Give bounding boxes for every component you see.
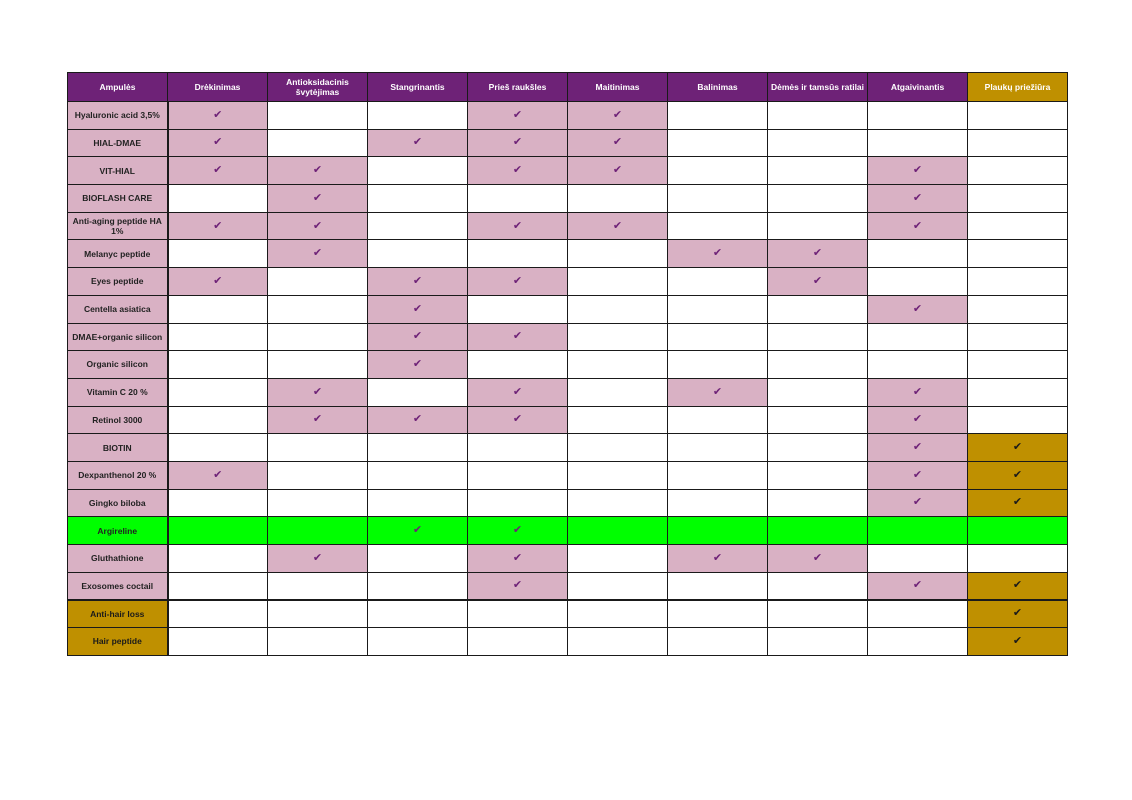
empty-cell <box>868 102 968 130</box>
header-firming: Stangrinantis <box>368 73 468 102</box>
empty-cell <box>268 323 368 351</box>
header-nourishing: Maitinimas <box>568 73 668 102</box>
empty-cell <box>168 628 268 656</box>
check-icon: ✔ <box>168 157 268 185</box>
empty-cell <box>668 489 768 517</box>
empty-cell <box>268 600 368 628</box>
empty-cell <box>768 323 868 351</box>
empty-cell <box>268 351 368 379</box>
empty-cell <box>468 489 568 517</box>
check-icon: ✔ <box>468 517 568 545</box>
table-row <box>68 240 1068 268</box>
check-icon: ✔ <box>568 212 668 240</box>
empty-cell <box>968 517 1068 545</box>
empty-cell <box>668 351 768 379</box>
ampoule-name: VIT-HIAL <box>68 157 168 185</box>
ampoule-name: Gingko biloba <box>68 489 168 517</box>
empty-cell <box>268 434 368 462</box>
ampoule-name: DMAE+organic silicon <box>68 323 168 351</box>
table-row <box>68 600 1068 628</box>
header-moisturizing: Drėkinimas <box>168 73 268 102</box>
empty-cell <box>768 461 868 489</box>
check-icon: ✔ <box>568 129 668 157</box>
check-icon: ✔ <box>468 268 568 296</box>
empty-cell <box>768 572 868 600</box>
empty-cell <box>568 378 668 406</box>
empty-cell <box>768 628 868 656</box>
empty-cell <box>968 157 1068 185</box>
ampoule-name: Hyaluronic acid 3,5% <box>68 102 168 130</box>
empty-cell <box>568 323 668 351</box>
empty-cell <box>668 323 768 351</box>
empty-cell <box>768 295 868 323</box>
ampoule-name: Anti-hair loss <box>68 600 168 628</box>
table-row <box>68 129 1068 157</box>
empty-cell <box>168 545 268 573</box>
empty-cell <box>868 129 968 157</box>
empty-cell <box>868 323 968 351</box>
header-whitening: Balinimas <box>668 73 768 102</box>
empty-cell <box>168 434 268 462</box>
check-icon: ✔ <box>168 461 268 489</box>
check-icon: ✔ <box>168 212 268 240</box>
check-icon: ✔ <box>868 434 968 462</box>
check-icon: ✔ <box>368 406 468 434</box>
check-icon: ✔ <box>468 323 568 351</box>
empty-cell <box>668 157 768 185</box>
empty-cell <box>468 240 568 268</box>
empty-cell <box>468 600 568 628</box>
ampoule-name: Vitamin C 20 % <box>68 378 168 406</box>
ampoule-name: Centella asiatica <box>68 295 168 323</box>
check-icon: ✔ <box>468 129 568 157</box>
empty-cell <box>568 295 668 323</box>
check-icon: ✔ <box>168 102 268 130</box>
check-icon: ✔ <box>268 212 368 240</box>
empty-cell <box>468 434 568 462</box>
ampoule-name: Hair peptide <box>68 628 168 656</box>
table-row <box>68 157 1068 185</box>
empty-cell <box>868 517 968 545</box>
check-icon: ✔ <box>268 185 368 213</box>
empty-cell <box>368 572 468 600</box>
empty-cell <box>168 572 268 600</box>
table-row <box>68 434 1068 462</box>
empty-cell <box>868 268 968 296</box>
empty-cell <box>968 129 1068 157</box>
table-row <box>68 212 1068 240</box>
table-row <box>68 406 1068 434</box>
empty-cell <box>468 351 568 379</box>
header-ampules: Ampulės <box>68 73 168 102</box>
check-icon: ✔ <box>868 461 968 489</box>
check-icon: ✔ <box>168 268 268 296</box>
empty-cell <box>268 628 368 656</box>
empty-cell <box>668 102 768 130</box>
empty-cell <box>168 406 268 434</box>
check-icon: ✔ <box>368 295 468 323</box>
empty-cell <box>368 378 468 406</box>
ampoule-name: Anti-aging peptide HA 1% <box>68 212 168 240</box>
check-icon: ✔ <box>868 157 968 185</box>
table-row <box>68 102 1068 130</box>
empty-cell <box>668 628 768 656</box>
empty-cell <box>768 378 868 406</box>
empty-cell <box>168 323 268 351</box>
table-row <box>68 517 1068 545</box>
empty-cell <box>468 628 568 656</box>
header-row <box>68 73 1068 102</box>
empty-cell <box>568 600 668 628</box>
empty-cell <box>568 268 668 296</box>
check-icon: ✔ <box>468 212 568 240</box>
empty-cell <box>568 461 668 489</box>
empty-cell <box>668 461 768 489</box>
empty-cell <box>368 545 468 573</box>
check-icon: ✔ <box>468 157 568 185</box>
empty-cell <box>568 489 668 517</box>
check-icon: ✔ <box>368 517 468 545</box>
check-icon: ✔ <box>368 323 468 351</box>
empty-cell <box>568 545 668 573</box>
ampoule-name: Exosomes coctail <box>68 572 168 600</box>
empty-cell <box>368 185 468 213</box>
empty-cell <box>568 517 668 545</box>
empty-cell <box>568 434 668 462</box>
empty-cell <box>168 378 268 406</box>
empty-cell <box>868 628 968 656</box>
ampoule-name: Retinol 3000 <box>68 406 168 434</box>
check-icon: ✔ <box>368 129 468 157</box>
check-icon: ✔ <box>268 545 368 573</box>
header-hair-care: Plaukų priežiūra <box>968 73 1068 102</box>
table-body <box>68 102 1068 656</box>
empty-cell <box>368 461 468 489</box>
ampoule-name: Argireline <box>68 517 168 545</box>
empty-cell <box>168 295 268 323</box>
check-icon: ✔ <box>868 295 968 323</box>
empty-cell <box>968 240 1068 268</box>
empty-cell <box>168 240 268 268</box>
empty-cell <box>568 351 668 379</box>
empty-cell <box>368 157 468 185</box>
empty-cell <box>768 434 868 462</box>
check-icon: ✔ <box>168 129 268 157</box>
check-icon: ✔ <box>868 406 968 434</box>
empty-cell <box>568 185 668 213</box>
empty-cell <box>768 489 868 517</box>
empty-cell <box>368 212 468 240</box>
empty-cell <box>768 102 868 130</box>
ampoule-name: Organic silicon <box>68 351 168 379</box>
header-spots-dark-circles: Dėmės ir tamsūs ratilai <box>768 73 868 102</box>
empty-cell <box>168 351 268 379</box>
empty-cell <box>668 212 768 240</box>
empty-cell <box>468 461 568 489</box>
check-icon: ✔ <box>768 240 868 268</box>
empty-cell <box>768 406 868 434</box>
ampoule-name: BIOTIN <box>68 434 168 462</box>
check-icon: ✔ <box>968 572 1068 600</box>
check-icon: ✔ <box>968 600 1068 628</box>
check-icon: ✔ <box>368 351 468 379</box>
empty-cell <box>268 102 368 130</box>
check-icon: ✔ <box>468 545 568 573</box>
empty-cell <box>668 268 768 296</box>
ampoule-name: Dexpanthenol 20 % <box>68 461 168 489</box>
header-anti-wrinkle: Prieš raukšles <box>468 73 568 102</box>
header-antioxidant-glow: Antioksidacinis švytėjimas <box>268 73 368 102</box>
check-icon: ✔ <box>868 212 968 240</box>
empty-cell <box>768 517 868 545</box>
empty-cell <box>268 572 368 600</box>
empty-cell <box>668 517 768 545</box>
empty-cell <box>568 240 668 268</box>
check-icon: ✔ <box>868 378 968 406</box>
empty-cell <box>368 240 468 268</box>
check-icon: ✔ <box>968 434 1068 462</box>
empty-cell <box>368 628 468 656</box>
check-icon: ✔ <box>268 406 368 434</box>
empty-cell <box>868 351 968 379</box>
empty-cell <box>868 600 968 628</box>
check-icon: ✔ <box>968 489 1068 517</box>
empty-cell <box>368 102 468 130</box>
empty-cell <box>268 268 368 296</box>
empty-cell <box>468 295 568 323</box>
empty-cell <box>668 600 768 628</box>
table-row <box>68 572 1068 600</box>
ampoule-name: HIAL-DMAE <box>68 129 168 157</box>
empty-cell <box>168 489 268 517</box>
empty-cell <box>968 212 1068 240</box>
ampoules-table <box>67 72 1068 656</box>
check-icon: ✔ <box>468 378 568 406</box>
empty-cell <box>768 157 868 185</box>
empty-cell <box>968 268 1068 296</box>
check-icon: ✔ <box>468 572 568 600</box>
check-icon: ✔ <box>868 572 968 600</box>
empty-cell <box>768 129 868 157</box>
check-icon: ✔ <box>268 240 368 268</box>
empty-cell <box>668 295 768 323</box>
check-icon: ✔ <box>268 378 368 406</box>
table-row <box>68 295 1068 323</box>
check-icon: ✔ <box>768 268 868 296</box>
check-icon: ✔ <box>468 406 568 434</box>
empty-cell <box>968 545 1068 573</box>
empty-cell <box>368 600 468 628</box>
empty-cell <box>568 628 668 656</box>
empty-cell <box>668 185 768 213</box>
check-icon: ✔ <box>368 268 468 296</box>
empty-cell <box>968 295 1068 323</box>
empty-cell <box>968 378 1068 406</box>
check-icon: ✔ <box>968 628 1068 656</box>
table-row <box>68 323 1068 351</box>
table-row <box>68 489 1068 517</box>
check-icon: ✔ <box>868 185 968 213</box>
empty-cell <box>668 406 768 434</box>
empty-cell <box>968 351 1068 379</box>
empty-cell <box>568 406 668 434</box>
check-icon: ✔ <box>968 461 1068 489</box>
empty-cell <box>968 406 1068 434</box>
empty-cell <box>268 517 368 545</box>
ampoule-name: Eyes peptide <box>68 268 168 296</box>
empty-cell <box>968 102 1068 130</box>
empty-cell <box>268 461 368 489</box>
header-refreshing: Atgaivinantis <box>868 73 968 102</box>
table-row <box>68 378 1068 406</box>
check-icon: ✔ <box>568 102 668 130</box>
check-icon: ✔ <box>568 157 668 185</box>
table-row <box>68 461 1068 489</box>
empty-cell <box>368 434 468 462</box>
check-icon: ✔ <box>268 157 368 185</box>
empty-cell <box>268 295 368 323</box>
table-row <box>68 185 1068 213</box>
ampoule-name: BIOFLASH CARE <box>68 185 168 213</box>
empty-cell <box>768 212 868 240</box>
empty-cell <box>168 517 268 545</box>
empty-cell <box>668 129 768 157</box>
empty-cell <box>968 323 1068 351</box>
check-icon: ✔ <box>668 240 768 268</box>
empty-cell <box>768 185 868 213</box>
empty-cell <box>868 545 968 573</box>
empty-cell <box>468 185 568 213</box>
empty-cell <box>368 489 468 517</box>
table-row <box>68 351 1068 379</box>
check-icon: ✔ <box>768 545 868 573</box>
check-icon: ✔ <box>868 489 968 517</box>
empty-cell <box>268 129 368 157</box>
ampoule-name: Gluthathione <box>68 545 168 573</box>
empty-cell <box>568 572 668 600</box>
check-icon: ✔ <box>668 378 768 406</box>
empty-cell <box>968 185 1068 213</box>
check-icon: ✔ <box>468 102 568 130</box>
empty-cell <box>868 240 968 268</box>
table-row <box>68 628 1068 656</box>
ampoule-name: Melanyc peptide <box>68 240 168 268</box>
empty-cell <box>168 185 268 213</box>
empty-cell <box>768 600 868 628</box>
empty-cell <box>668 434 768 462</box>
check-icon: ✔ <box>668 545 768 573</box>
empty-cell <box>268 489 368 517</box>
empty-cell <box>168 600 268 628</box>
empty-cell <box>768 351 868 379</box>
table-row <box>68 268 1068 296</box>
empty-cell <box>668 572 768 600</box>
table-row <box>68 545 1068 573</box>
